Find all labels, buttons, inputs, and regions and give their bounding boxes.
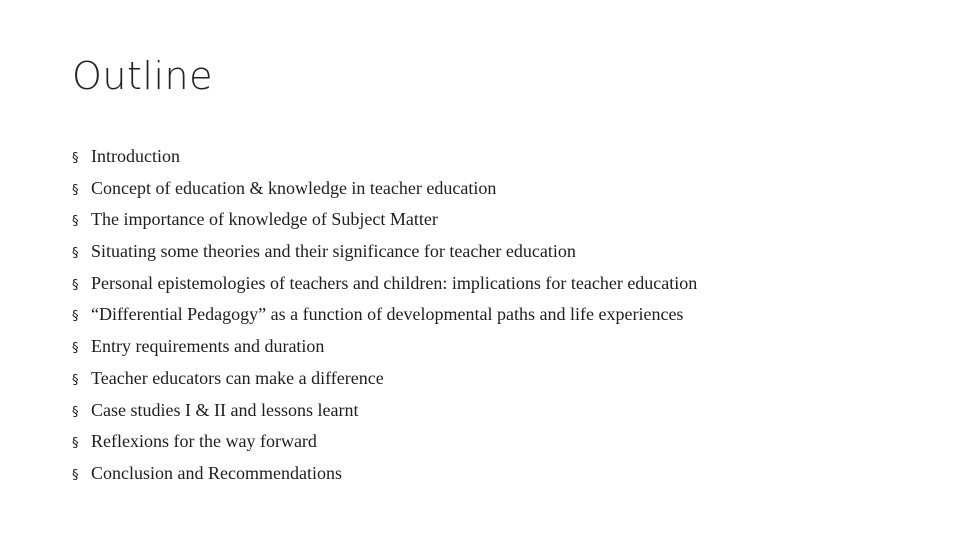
bullet-icon: § [72,182,79,198]
list-item-label: Teacher educators can make a difference [91,367,384,388]
list-item [72,368,697,400]
bullet-icon: § [72,214,79,230]
list-item [72,209,697,241]
list-item [72,431,697,463]
bullet-icon: § [72,436,79,452]
list-item-label: Personal epistemologies of teachers and children: implications for teacher education [91,272,698,293]
list-item-label: Concept of education & knowledge in teacher education [91,177,497,198]
list-item-label: “Differential Pedagogy” as a function of developmental paths and life experiences [91,304,684,325]
list-item [72,241,697,273]
list-item-label: Situating some theories and their significance for teacher education [91,241,576,262]
list-item [72,336,697,368]
list-item-label: The importance of knowledge of Subject Matter [91,209,438,230]
list-item-label: Conclusion and Recommendations [91,462,342,483]
list-item-label: Case studies I & II and lessons learnt [91,399,359,420]
bullet-list [72,146,697,495]
list-item [72,304,697,336]
list-item [72,178,697,210]
bullet-icon: § [72,467,79,483]
slide-title: Outline [72,54,213,98]
list-item [72,273,697,305]
bullet-icon: § [72,246,79,262]
list-item [72,400,697,432]
bullet-icon: § [72,341,79,357]
list-item-label: Reflexions for the way forward [91,431,317,452]
list-item [72,463,697,495]
list-item [72,146,697,178]
bullet-icon: § [72,309,79,325]
bullet-icon: § [72,151,79,166]
bullet-icon: § [72,372,79,388]
list-item-label: Introduction [91,146,180,166]
bullet-icon: § [72,277,79,293]
list-item-label: Entry requirements and duration [91,336,325,357]
bullet-icon: § [72,404,79,420]
